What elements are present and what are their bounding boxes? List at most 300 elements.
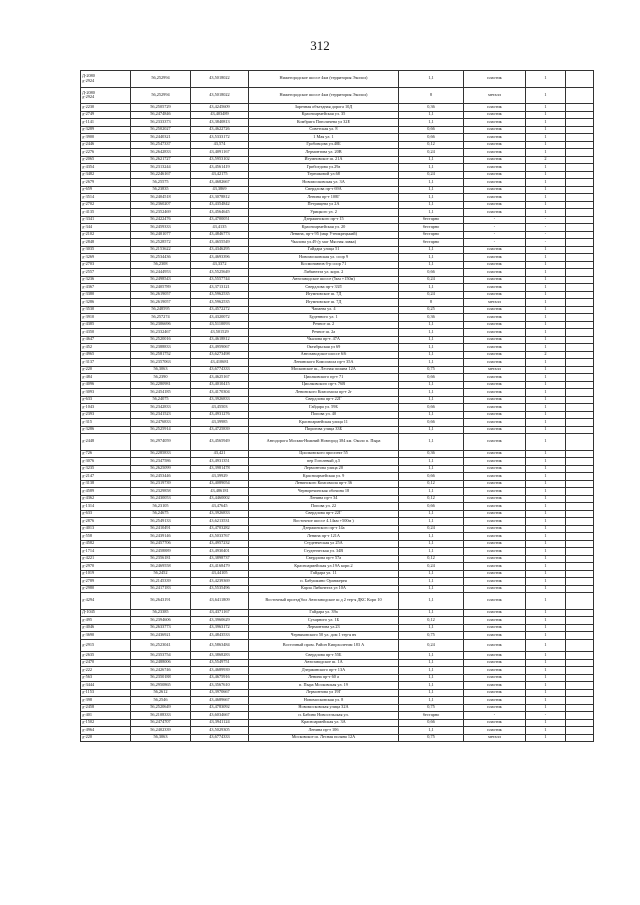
cell-address: Карла Либкнехта ул 10А <box>249 585 399 593</box>
cell-material: пластик <box>464 719 526 727</box>
cell-extra <box>566 291 594 299</box>
table-row <box>81 359 594 367</box>
cell-lon: 43,3840813 <box>191 119 249 127</box>
cell-count: 1 <box>526 434 566 451</box>
cell-address: Ленина пр-т 34 <box>249 495 399 503</box>
cell-lat: 56,2520016 <box>131 336 191 344</box>
cell-material: пластик <box>464 111 526 119</box>
cell-id: д-1314 <box>81 503 131 511</box>
cell-count: - <box>526 231 566 239</box>
cell-material: пластик <box>464 555 526 563</box>
cell-volume: 0,36 <box>399 450 464 458</box>
cell-material: пластик <box>464 141 526 149</box>
cell-material: пластик <box>464 617 526 625</box>
cell-material: пластик <box>464 269 526 277</box>
cell-count: 1 <box>526 126 566 134</box>
cell-address: Нижегородское шоссе 4км (территория Экопол) <box>249 71 399 88</box>
cell-address: Игумновское ш. 7Д <box>249 291 399 299</box>
cell-address: Попова ул. 22 <box>249 503 399 511</box>
cell-count: 2 <box>526 351 566 359</box>
table-row <box>81 697 594 705</box>
cell-lat: 56,2505729 <box>131 104 191 112</box>
cell-count: 1 <box>526 111 566 119</box>
table-row <box>81 239 594 247</box>
cell-extra <box>566 231 594 239</box>
cell-lon: 43,4655549 <box>191 239 249 247</box>
cell-count: 1 <box>526 164 566 172</box>
cell-material: пластик <box>464 727 526 735</box>
cell-address: Гробовцова ул.40Б <box>249 141 399 149</box>
table-row <box>81 366 594 374</box>
table-row <box>81 682 594 690</box>
cell-material: пластик <box>464 593 526 610</box>
cell-id: Д-2080 д-2924 <box>81 87 131 104</box>
cell-lat: 56,2439146 <box>131 533 191 541</box>
cell-lon: 43,6411809 <box>191 593 249 610</box>
cell-id: д-4964 <box>81 727 131 735</box>
cell-id: д-344 <box>81 224 131 232</box>
cell-material: пластик <box>464 697 526 705</box>
cell-extra <box>566 71 594 88</box>
table-row <box>81 314 594 322</box>
cell-lat: 56,2341523 <box>131 411 191 419</box>
cell-lon: 43,39929 <box>191 473 249 481</box>
cell-material: пластик <box>464 411 526 419</box>
cell-lat: 56,2422476 <box>131 216 191 224</box>
container-sites-table <box>80 70 594 742</box>
cell-lon: 43,4135 <box>191 224 249 232</box>
cell-extra <box>566 689 594 697</box>
cell-count: 1 <box>526 344 566 352</box>
cell-id: д-3690 <box>81 632 131 640</box>
cell-lon: 43,5029305 <box>191 727 249 735</box>
table-row <box>81 609 594 617</box>
cell-volume: 1,1 <box>399 381 464 389</box>
cell-lon: 43,42175 <box>191 171 249 179</box>
cell-lat: 56,2350188 <box>131 674 191 682</box>
cell-address: Свердлова пр-т 22Г <box>249 396 399 404</box>
cell-volume: 1,1 <box>399 246 464 254</box>
cell-lon: 43,47645 <box>191 503 249 511</box>
cell-count: 1 <box>526 171 566 179</box>
cell-lat: 56,2453446 <box>131 473 191 481</box>
cell-count: 1 <box>526 186 566 194</box>
cell-volume: 1,1 <box>399 624 464 632</box>
cell-extra <box>566 450 594 458</box>
cell-count: 1 <box>526 704 566 712</box>
cell-extra <box>566 480 594 488</box>
cell-lon: 43,6213531 <box>191 518 249 526</box>
cell-lat: 56,252994 <box>131 71 191 88</box>
cell-count: 1 <box>526 396 566 404</box>
cell-count: 1 <box>526 246 566 254</box>
cell-address: Свердлова пр-т 22Г <box>249 510 399 518</box>
cell-lon: 43,4561419 <box>191 164 249 172</box>
cell-address: Красноармейская ул. 3А <box>249 719 399 727</box>
cell-id: д-3530 <box>81 306 131 314</box>
cell-volume: 1,1 <box>399 186 464 194</box>
cell-material: пластик <box>464 149 526 157</box>
cell-count: 1 <box>526 209 566 217</box>
cell-lat: 56,2319739 <box>131 480 191 488</box>
cell-count: 1 <box>526 525 566 533</box>
cell-lat: 56,2581752 <box>131 351 191 359</box>
table-row <box>81 548 594 556</box>
cell-extra <box>566 411 594 419</box>
cell-id: д-315 <box>81 419 131 427</box>
cell-volume: 1,1 <box>399 518 464 526</box>
cell-id: д-2970 <box>81 563 131 571</box>
cell-lon: 43,5333172 <box>191 134 249 142</box>
cell-extra <box>566 465 594 473</box>
cell-address: Октябрьская ул 69 <box>249 344 399 352</box>
cell-extra <box>566 727 594 735</box>
cell-volume: 0,75 <box>399 734 464 742</box>
cell-id: д-3900 <box>81 134 131 142</box>
cell-extra <box>566 712 594 720</box>
cell-lat: 56,2352469 <box>131 209 191 217</box>
cell-extra <box>566 284 594 292</box>
table-row <box>81 246 594 254</box>
cell-lon: 43,4725839 <box>191 426 249 434</box>
cell-extra <box>566 570 594 578</box>
cell-address: Красноармейская ул.19А корп.2 <box>249 563 399 571</box>
table-row <box>81 434 594 451</box>
cell-volume: 1,1 <box>399 458 464 466</box>
cell-lon: 43,3713121 <box>191 284 249 292</box>
cell-lat: 56,2410491 <box>131 525 191 533</box>
table-row <box>81 563 594 571</box>
cell-volume: 0,66 <box>399 374 464 382</box>
table-row <box>81 639 594 652</box>
cell-volume: 1,1 <box>399 609 464 617</box>
cell-count: 1 <box>526 201 566 209</box>
cell-lat: 56,2488006 <box>131 659 191 667</box>
cell-material: пластик <box>464 276 526 284</box>
table-row <box>81 329 594 337</box>
cell-count: 1 <box>526 404 566 412</box>
cell-volume: 1,1 <box>399 488 464 496</box>
table-row <box>81 450 594 458</box>
cell-count: 1 <box>526 261 566 269</box>
table-row <box>81 533 594 541</box>
cell-material: пластик <box>464 284 526 292</box>
cell-address: Пирогова улица 33Б <box>249 426 399 434</box>
cell-lat: 56,2357063 <box>131 359 191 367</box>
cell-address: Гайдара улица 51 <box>249 246 399 254</box>
cell-volume: 1,1 <box>399 652 464 660</box>
cell-count: 1 <box>526 578 566 586</box>
cell-material: пластик <box>464 321 526 329</box>
cell-volume: 0,66 <box>399 719 464 727</box>
cell-lon: 43,3567610 <box>191 682 249 690</box>
cell-id: д-2749 <box>81 111 131 119</box>
cell-volume: бестарно <box>399 712 464 720</box>
cell-extra <box>566 488 594 496</box>
cell-id: д-3910 <box>81 314 131 322</box>
table-row <box>81 179 594 187</box>
cell-count: 1 <box>526 104 566 112</box>
cell-id: д-222 <box>81 667 131 675</box>
cell-id: д-1714 <box>81 548 131 556</box>
cell-extra <box>566 186 594 194</box>
cell-extra <box>566 578 594 586</box>
cell-extra <box>566 548 594 556</box>
cell-volume: 1,1 <box>399 510 464 518</box>
cell-extra <box>566 269 594 277</box>
table-row <box>81 727 594 735</box>
cell-id: д-220 <box>81 734 131 742</box>
cell-id: д-3269 <box>81 254 131 262</box>
cell-count: 1 <box>526 141 566 149</box>
cell-extra <box>566 149 594 157</box>
table-row <box>81 164 594 172</box>
cell-lat: 56,2402339 <box>131 727 191 735</box>
cell-count: 1 <box>526 548 566 556</box>
table-row <box>81 659 594 667</box>
cell-extra <box>566 306 594 314</box>
cell-id: д-401 <box>81 712 131 720</box>
cell-address: Свердлова пр-т 55Б <box>249 652 399 660</box>
cell-lon: 43,4371167 <box>191 609 249 617</box>
cell-id: д-3076 <box>81 458 131 466</box>
cell-lon: 43,5033767 <box>191 533 249 541</box>
cell-lat: 56,2619057 <box>131 299 191 307</box>
cell-extra <box>566 518 594 526</box>
cell-count: 1 <box>526 689 566 697</box>
table-row <box>81 488 594 496</box>
cell-volume: 0,12 <box>399 555 464 563</box>
cell-address: Восточное шоссе 4.14км +500м ) <box>249 518 399 526</box>
cell-extra <box>566 624 594 632</box>
cell-extra <box>566 179 594 187</box>
table-row <box>81 336 594 344</box>
cell-count: 1 <box>526 533 566 541</box>
cell-address: Свердлова пр-т 57а <box>249 555 399 563</box>
cell-volume: 1,1 <box>399 396 464 404</box>
cell-count: 1 <box>526 299 566 307</box>
cell-lon: 43,410681 <box>191 359 249 367</box>
cell-lat: 56,2353754 <box>131 652 191 660</box>
table-row <box>81 224 594 232</box>
cell-address: Циолковского проспект 55 <box>249 450 399 458</box>
cell-lat: 56,2474846 <box>131 111 191 119</box>
cell-extra <box>566 344 594 352</box>
table-row <box>81 734 594 742</box>
cell-extra <box>566 473 594 481</box>
cell-count: 1 <box>526 291 566 299</box>
cell-id: д-1043 <box>81 404 131 412</box>
cell-material: - <box>464 224 526 232</box>
cell-extra <box>566 134 594 142</box>
cell-lon: 43,5549751 <box>191 659 249 667</box>
cell-extra <box>566 540 594 548</box>
table-row <box>81 276 594 284</box>
cell-volume: 1,1 <box>399 434 464 451</box>
cell-volume: бестарно <box>399 224 464 232</box>
cell-count: 1 <box>526 609 566 617</box>
cell-id: д-558 <box>81 533 131 541</box>
cell-material: металл <box>464 299 526 307</box>
cell-address: Черняховского 50 ул. дом 1 тер-я вч <box>249 632 399 640</box>
cell-lat: 56,2356181 <box>131 555 191 563</box>
cell-count: 1 <box>526 359 566 367</box>
cell-lon: 43,4245609 <box>191 104 249 112</box>
cell-id: д-2789 <box>81 578 131 586</box>
cell-address: Ленина пр-т 60 а <box>249 674 399 682</box>
cell-extra <box>566 299 594 307</box>
cell-address: Восточный пром. Район Кипрхолетим 183 А <box>249 639 399 652</box>
cell-id: д-4096 <box>81 381 131 389</box>
cell-lat: 56,2404518 <box>131 194 191 202</box>
cell-volume: 1,1 <box>399 156 464 164</box>
cell-extra <box>566 510 594 518</box>
cell-address: Комбрига Патоличева ул 32Е <box>249 119 399 127</box>
cell-lon: 43,5953102 <box>191 156 249 164</box>
cell-volume: 1,1 <box>399 209 464 217</box>
cell-lat: 56,2430053 <box>131 495 191 503</box>
table-row <box>81 555 594 563</box>
cell-address: Автозаводское шоссе (5км +150м) <box>249 276 399 284</box>
cell-lat: 56,2306696 <box>131 321 191 329</box>
table-row <box>81 374 594 382</box>
cell-count: 1 <box>526 667 566 675</box>
cell-lon: 43,4618812 <box>191 336 249 344</box>
cell-lon: 43,5863484 <box>191 639 249 652</box>
cell-material: пластик <box>464 480 526 488</box>
cell-lat: 56,24675 <box>131 510 191 518</box>
cell-lon: 43,486181 <box>191 488 249 496</box>
cell-id: д-2065 <box>81 156 131 164</box>
cell-count: 1 <box>526 389 566 397</box>
cell-address: Речное ш. 2а <box>249 329 399 337</box>
cell-volume: 1,1 <box>399 344 464 352</box>
cell-address: Автодорога Москва-Нижний Новгород 384 км. Около п. Пыра <box>249 434 399 451</box>
cell-lon: 43,4957232 <box>191 540 249 548</box>
cell-material: пластик <box>464 254 526 262</box>
table-row <box>81 411 594 419</box>
cell-lat: 56,2426746 <box>131 667 191 675</box>
cell-material: пластик <box>464 71 526 88</box>
cell-volume: 1,1 <box>399 682 464 690</box>
table-row <box>81 704 594 712</box>
cell-count: 1 <box>526 639 566 652</box>
cell-address: Грибоедова ул.29а <box>249 164 399 172</box>
cell-count: 1 <box>526 659 566 667</box>
cell-extra <box>566 209 594 217</box>
cell-volume: 0,24 <box>399 149 464 157</box>
cell-extra <box>566 674 594 682</box>
cell-material: - <box>464 231 526 239</box>
cell-address: Красноармейская улица 11 <box>249 419 399 427</box>
cell-lon: 43,4460002 <box>191 495 249 503</box>
cell-volume: 1,1 <box>399 578 464 586</box>
cell-address: Буденного ул. 1 <box>249 314 399 322</box>
cell-id: д-4965 <box>81 351 131 359</box>
cell-address: пер Гоголевый д.5 <box>249 458 399 466</box>
cell-lon: 43,4682667 <box>191 179 249 187</box>
cell-lon: 43,4010415 <box>191 381 249 389</box>
cell-material: пластик <box>464 518 526 526</box>
cell-address: Красноармейская ул. 35 <box>249 111 399 119</box>
cell-address: Лермонтова ул.23 <box>249 624 399 632</box>
cell-volume: 0,75 <box>399 632 464 640</box>
table-row <box>81 503 594 511</box>
cell-extra <box>566 314 594 322</box>
cell-id: д-4589 <box>81 488 131 496</box>
table-row <box>81 712 594 720</box>
cell-material: пластик <box>464 209 526 217</box>
cell-id: д-4221 <box>81 555 131 563</box>
cell-lat: 56,24075 <box>131 396 191 404</box>
cell-address: Дзержинского пр-т 13А <box>249 667 399 675</box>
cell-id: д-633 <box>81 510 131 518</box>
cell-volume: 1,1 <box>399 336 464 344</box>
cell-lat: 56,2619057 <box>131 291 191 299</box>
cell-lon: 43,4089054 <box>191 480 249 488</box>
cell-id: д-4013 <box>81 525 131 533</box>
cell-count: 1 <box>526 149 566 157</box>
cell-volume: 1,1 <box>399 426 464 434</box>
table-row <box>81 473 594 481</box>
cell-lon: 43,4239369 <box>191 578 249 586</box>
cell-count: 1 <box>526 495 566 503</box>
cell-lon: 43,4846773 <box>191 231 249 239</box>
cell-count: 1 <box>526 555 566 563</box>
table-row <box>81 396 594 404</box>
cell-count: 1 <box>526 727 566 735</box>
cell-material: пластик <box>464 381 526 389</box>
table-row <box>81 126 594 134</box>
cell-extra <box>566 359 594 367</box>
cell-lon: 43,3963172 <box>191 624 249 632</box>
cell-address: Циолковского пр-т 71 <box>249 374 399 382</box>
table-row <box>81 186 594 194</box>
cell-lat: 56,23105 <box>131 503 191 511</box>
cell-address: Заречная объездная дорога 10Д <box>249 104 399 112</box>
cell-lon: 43,4354842 <box>191 201 249 209</box>
cell-count: 1 <box>526 697 566 705</box>
cell-extra <box>566 555 594 563</box>
cell-lat: 56,2145339 <box>131 578 191 586</box>
cell-volume: 0,75 <box>399 704 464 712</box>
cell-extra <box>566 734 594 742</box>
cell-id: д-1019 <box>81 570 131 578</box>
cell-address: Лермонтова ул 19Г <box>249 689 399 697</box>
cell-material: пластик <box>464 450 526 458</box>
cell-id: д-726 <box>81 450 131 458</box>
cell-extra <box>566 704 594 712</box>
cell-volume: 1,1 <box>399 674 464 682</box>
cell-extra <box>566 374 594 382</box>
cell-id: д-3035 <box>81 246 131 254</box>
cell-address: Циолковского пр-т. 76В <box>249 381 399 389</box>
cell-address: Ленинского Комсомола пр-т 36 <box>249 480 399 488</box>
cell-id: д-563 <box>81 674 131 682</box>
cell-address: Новомосковская ул. 8 <box>249 697 399 705</box>
cell-address: Автозаводское шоссе 6/6 <box>249 351 399 359</box>
cell-material: пластик <box>464 134 526 142</box>
cell-lon: 43,3960629 <box>191 617 249 625</box>
cell-count: - <box>526 224 566 232</box>
cell-address: Чкалова пр-т. 47А <box>249 336 399 344</box>
cell-material: пластик <box>464 359 526 367</box>
cell-address: п. Пыра Московская ул. 19 <box>249 682 399 690</box>
cell-lat: 56,2454185 <box>131 389 191 397</box>
cell-count: 1 <box>526 314 566 322</box>
cell-volume: 0,24 <box>399 525 464 533</box>
cell-material: пластик <box>464 261 526 269</box>
